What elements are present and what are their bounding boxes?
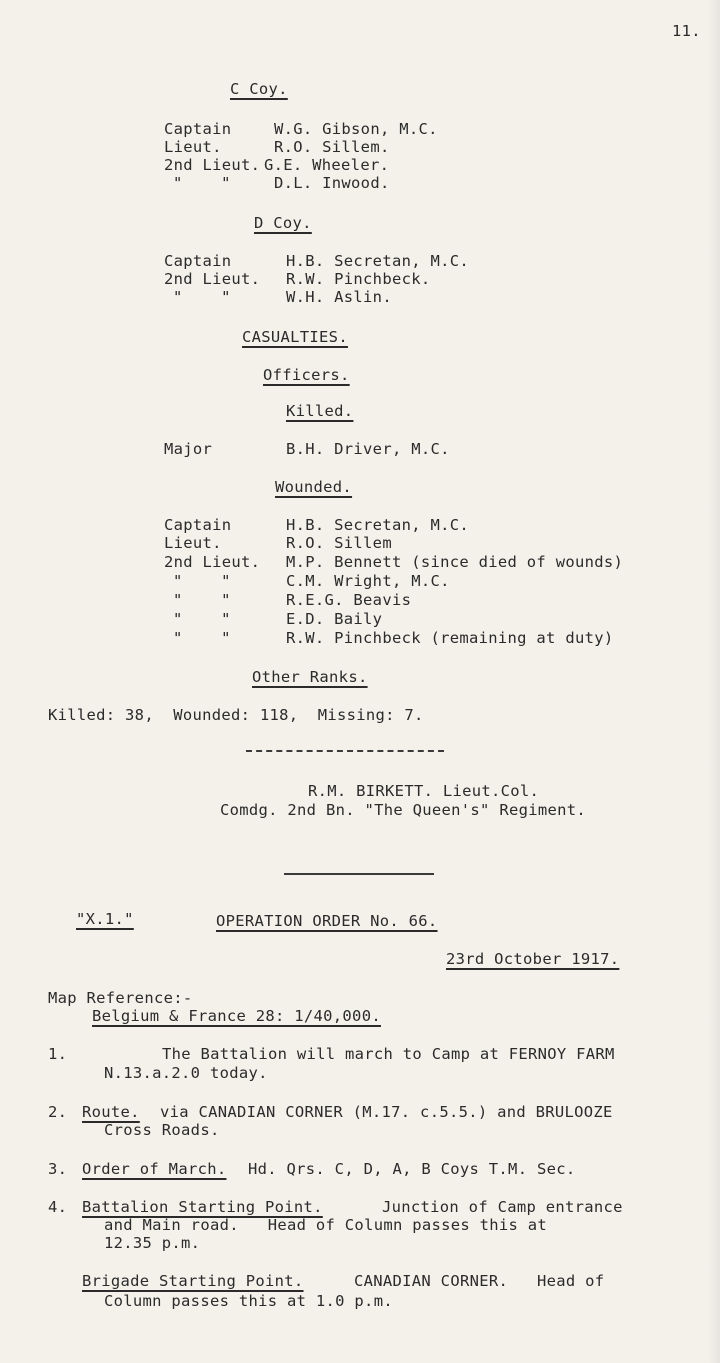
item-2-line-0: via CANADIAN CORNER (M.17. c.5.5.) and BRULOOZE xyxy=(160,1103,613,1121)
item-2-line-1: Cross Roads. xyxy=(104,1121,220,1139)
wounded-rank-6: " " xyxy=(173,629,231,647)
wounded-name-2: M.P. Bennett (since died of wounds) xyxy=(286,553,624,571)
brigade-line-0: CANADIAN CORNER. Head of xyxy=(354,1272,605,1290)
c-coy-heading: C Coy. xyxy=(230,80,288,98)
item-4-line-2: 12.35 p.m. xyxy=(104,1234,201,1252)
c-coy-name-1: R.O. Sillem. xyxy=(274,138,390,156)
wounded-name-4: R.E.G. Beavis xyxy=(286,591,412,609)
wounded-name-6: R.W. Pinchbeck (remaining at duty) xyxy=(286,629,614,647)
item-2-heading: Route. xyxy=(82,1103,140,1121)
map-reference-value: Belgium & France 28: 1/40,000. xyxy=(92,1007,381,1025)
d-coy-rank-0: Captain xyxy=(164,252,232,270)
order-date: 23rd October 1917. xyxy=(446,950,620,968)
page-edge-shadow xyxy=(708,0,720,1363)
c-coy-rank-0: Captain xyxy=(164,120,232,138)
item-2-number: 2. xyxy=(48,1103,68,1121)
solid-divider xyxy=(284,873,434,875)
other-ranks-line: Killed: 38, Wounded: 118, Missing: 7. xyxy=(48,706,424,724)
d-coy-rank-1: 2nd Lieut. xyxy=(164,270,261,288)
killed-rank-0: Major xyxy=(164,440,213,458)
c-coy-name-0: W.G. Gibson, M.C. xyxy=(274,120,438,138)
item-4-number: 4. xyxy=(48,1198,68,1216)
signature-name: R.M. BIRKETT. Lieut.Col. xyxy=(308,782,540,800)
wounded-rank-5: " " xyxy=(173,610,231,628)
order-ref: "X.1." xyxy=(76,910,134,928)
item-3-line-0: Hd. Qrs. C, D, A, B Coys T.M. Sec. xyxy=(248,1160,576,1178)
casualties-heading: CASUALTIES. xyxy=(242,328,348,346)
wounded-name-1: R.O. Sillem xyxy=(286,534,392,552)
d-coy-heading: D Coy. xyxy=(254,214,312,232)
wounded-rank-1: Lieut. xyxy=(164,534,222,552)
dashed-divider xyxy=(246,750,444,752)
wounded-name-5: E.D. Baily xyxy=(286,610,383,628)
item-3-number: 3. xyxy=(48,1160,68,1178)
item-1-number: 1. xyxy=(48,1045,68,1063)
wounded-heading: Wounded. xyxy=(275,478,353,496)
wounded-name-3: C.M. Wright, M.C. xyxy=(286,572,450,590)
c-coy-rank-3: " " xyxy=(173,174,231,192)
wounded-rank-4: " " xyxy=(173,591,231,609)
c-coy-name-3: D.L. Inwood. xyxy=(274,174,390,192)
d-coy-name-2: W.H. Aslin. xyxy=(286,288,392,306)
c-coy-rank-1: Lieut. xyxy=(164,138,222,156)
signature-title: Comdg. 2nd Bn. "The Queen's" Regiment. xyxy=(220,801,587,819)
item-4-line-0: Junction of Camp entrance xyxy=(382,1198,623,1216)
page-number: 11. xyxy=(672,22,701,40)
item-4-heading: Battalion Starting Point. xyxy=(82,1198,323,1216)
wounded-rank-0: Captain xyxy=(164,516,232,534)
killed-name-0: B.H. Driver, M.C. xyxy=(286,440,450,458)
d-coy-name-0: H.B. Secretan, M.C. xyxy=(286,252,470,270)
brigade-heading: Brigade Starting Point. xyxy=(82,1272,304,1290)
item-1-line-0: The Battalion will march to Camp at FERNOY FARM xyxy=(162,1045,615,1063)
item-4-line-1: and Main road. Head of Column passes this at xyxy=(104,1216,548,1234)
d-coy-name-1: R.W. Pinchbeck. xyxy=(286,270,431,288)
order-title: OPERATION ORDER No. 66. xyxy=(216,912,438,930)
d-coy-rank-2: " " xyxy=(173,288,231,306)
wounded-rank-2: 2nd Lieut. xyxy=(164,553,261,571)
map-reference-label: Map Reference:- xyxy=(48,989,193,1007)
wounded-rank-3: " " xyxy=(173,572,231,590)
other-ranks-heading: Other Ranks. xyxy=(252,668,368,686)
c-coy-rank-2: 2nd Lieut. xyxy=(164,156,261,174)
wounded-name-0: H.B. Secretan, M.C. xyxy=(286,516,470,534)
item-3-heading: Order of March. xyxy=(82,1160,227,1178)
officers-heading: Officers. xyxy=(263,366,350,384)
item-1-line-1: N.13.a.2.0 today. xyxy=(104,1064,268,1082)
c-coy-name-2: G.E. Wheeler. xyxy=(264,156,390,174)
killed-heading: Killed. xyxy=(286,402,354,420)
brigade-line-1: Column passes this at 1.0 p.m. xyxy=(104,1292,393,1310)
